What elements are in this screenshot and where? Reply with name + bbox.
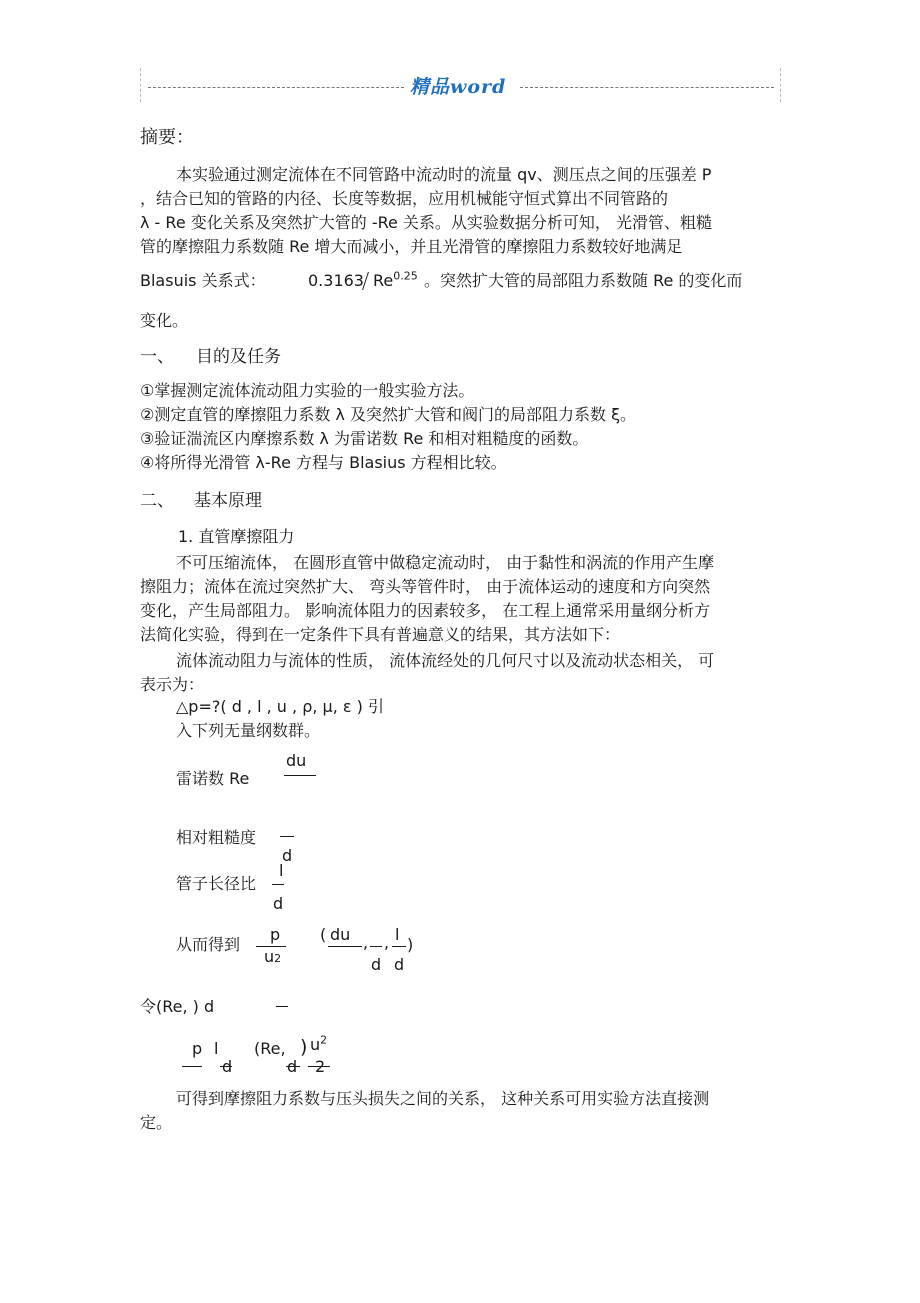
section1-number: 一、 [140, 347, 174, 367]
conclusion-line-1: 可得到摩擦阻力系数与压头损失之间的关系， 这种关系可用实验方法直接测 [176, 1089, 710, 1108]
eq-re: (Re, [254, 1039, 286, 1058]
result-l-bar [392, 946, 406, 947]
blasius-after: 。突然扩大管的局部阻力系数随 Re 的变化而 [424, 271, 743, 290]
blasius-label: Blasuis 关系式： [140, 271, 266, 290]
section2-title: 基本原理 [194, 491, 262, 511]
formula-re: Re [372, 271, 394, 290]
function-line: △p=?( d , l , u , ρ, μ, ε ) 引 [176, 697, 384, 716]
length-denominator: d [273, 894, 284, 913]
section1-item-3: ③验证湍流区内摩擦系数 λ 为雷诺数 Re 和相对粗糙度的函数。 [140, 429, 589, 448]
formula-coef: 0.3163 [308, 271, 364, 290]
intro-line: 入下列无量纲数群。 [176, 721, 321, 740]
section1-item-2: ②测定直管的摩擦阻力系数 λ 及突然扩大管和阀门的局部阻力系数 ξ。 [140, 405, 636, 424]
length-label: 管子长径比 [176, 874, 257, 893]
eq-l: l [214, 1039, 219, 1058]
result-comma-2: , [384, 933, 390, 952]
length-fraction-bar [272, 884, 284, 885]
paragraph1-line-4: 法简化实验，得到在一定条件下具有普遍意义的结果，其方法如下： [140, 625, 621, 644]
eq-p: p [192, 1039, 203, 1058]
length-numerator: l [279, 861, 284, 880]
eq-u-letter: u [310, 1035, 321, 1054]
paragraph1-line-3: 变化，产生局部阻力。 影响流体阻力的因素较多， 在工程上通常采用量纲分析方 [140, 601, 711, 620]
paragraph2-line-1: 流体流动阻力与流体的性质， 流体流经处的几何尺寸以及流动状态相关， 可 [176, 651, 715, 670]
let-fraction-bar [276, 1006, 288, 1007]
reynolds-fraction-bar [284, 775, 316, 776]
eq-u [310, 1034, 327, 1056]
eq-2: 2 [315, 1057, 326, 1076]
section2-subheading: 1. 直管摩擦阻力 [178, 527, 295, 546]
roughness-denominator: d [282, 846, 293, 865]
section1-title: 目的及任务 [196, 347, 281, 367]
reynolds-numerator: du [286, 751, 307, 770]
section1-item-4: ④将所得光滑管 λ-Re 方程与 Blasius 方程相比较。 [140, 453, 507, 472]
paragraph1-line-2: 擦阻力；流体在流过突然扩大、 弯头等管件时， 由于流体运动的速度和方向突然 [140, 577, 711, 596]
section2-number: 二、 [140, 491, 174, 511]
abstract-last-line: 变化。 [140, 311, 189, 330]
result-den-u: u [264, 947, 275, 966]
header-right-guide [780, 68, 781, 102]
result-den-exp: 2 [274, 952, 282, 965]
roughness-fraction-bar [280, 836, 294, 837]
result-du: du [330, 925, 351, 944]
formula-exp: 0.25 [393, 269, 418, 283]
eq-p-bar [182, 1066, 202, 1067]
eq-d-2: d [287, 1057, 298, 1076]
header-logo: 精品word [410, 76, 507, 98]
section1-item-1: ①掌握测定流体流动阻力实验的一般实验方法。 [140, 381, 475, 400]
result-paren-open: ( [320, 925, 327, 944]
eq-d-1: d [222, 1057, 233, 1076]
abstract-line-3: λ - Re 变化关系及突然扩大管的 -Re 关系。从实验数据分析可知， 光滑管、粗糙 [140, 213, 713, 232]
eq-u-exp: 2 [320, 1033, 328, 1047]
result-numerator: p [270, 925, 281, 944]
abstract-line-4: 管的摩擦阻力系数随 Re 增大而减小，并且光滑管的摩擦阻力系数较好地满足 [140, 237, 683, 256]
header-left-guide [140, 68, 141, 102]
result-denominator [264, 946, 281, 970]
conclusion-line-2: 定。 [140, 1113, 173, 1132]
blasius-formula [308, 270, 418, 292]
paragraph2-line-2: 表示为： [140, 675, 205, 694]
abstract-heading: 摘要： [140, 127, 194, 148]
result-l: l [395, 925, 400, 944]
eq-close: ) [300, 1036, 308, 1058]
result-d-2: d [394, 955, 405, 974]
paragraph1-line-1: 不可压缩流体， 在圆形直管中做稳定流动时， 由于黏性和涡流的作用产生摩 [176, 553, 715, 572]
abstract-line-2: ，结合已知的管路的内径、长度等数据，应用机械能守恒式算出不同管路的 [140, 189, 669, 208]
roughness-label: 相对粗糙度 [176, 828, 257, 847]
abstract-line-1: 本实验通过测定流体在不同管路中流动时的流量 qv、测压点之间的压强差 P [176, 165, 712, 184]
result-du-bar [328, 946, 362, 947]
result-comma-1: , [363, 933, 369, 952]
reynolds-label: 雷诺数 Re [176, 769, 250, 788]
header-dash-right [520, 87, 774, 88]
let-line: 令(Re, ) d [140, 997, 215, 1016]
result-eps-bar [370, 946, 382, 947]
result-paren-close: ) [407, 935, 414, 954]
result-d-1: d [371, 955, 382, 974]
result-label: 从而得到 [176, 935, 241, 954]
header-dash-left [148, 87, 404, 88]
